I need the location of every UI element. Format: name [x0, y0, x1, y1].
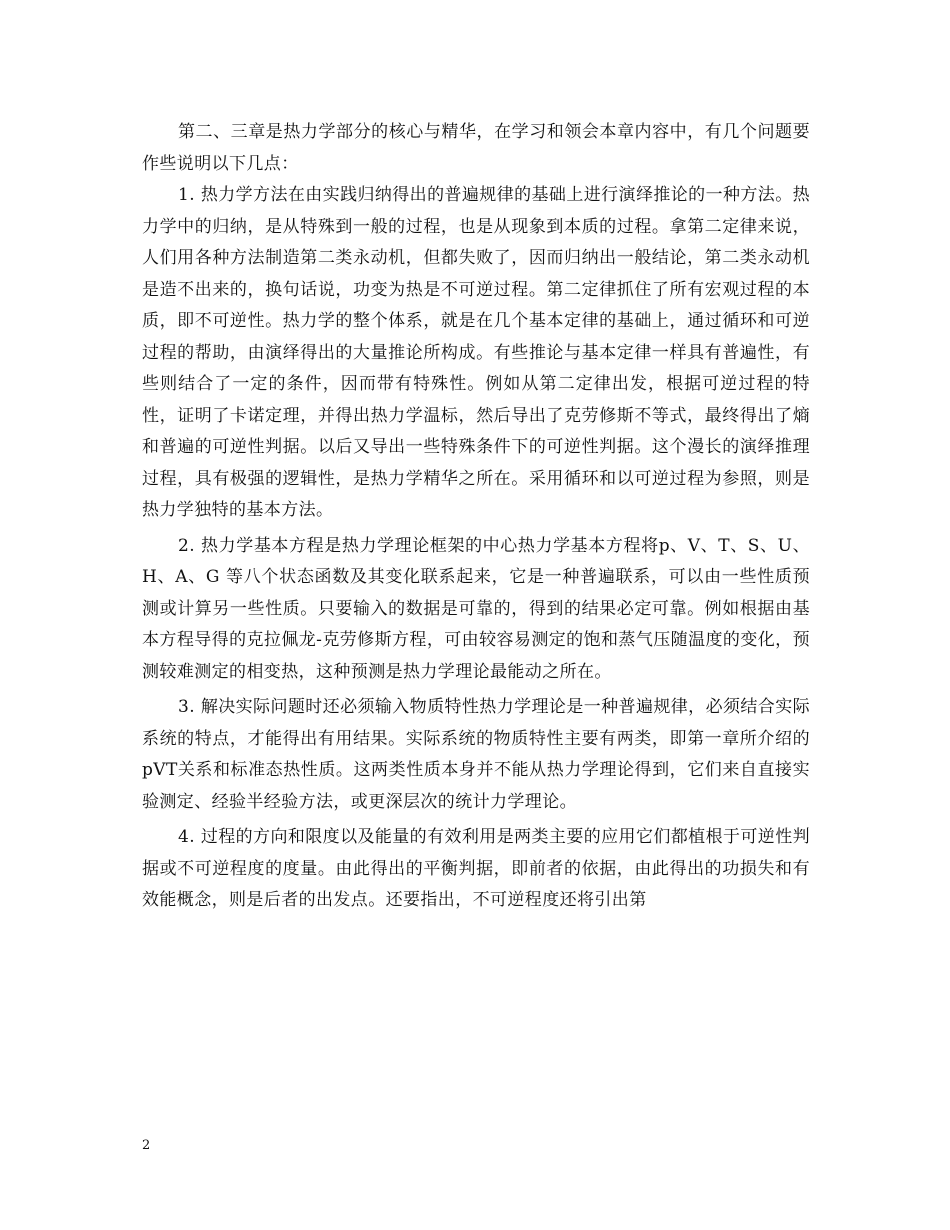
intro-paragraph: 第二、三章是热力学部分的核心与精华，在学习和领会本章内容中，有几个问题要作些说明以下几点：: [142, 122, 810, 174]
page-number: 2: [142, 1138, 151, 1153]
point-3-paragraph: 3. 解决实际问题时还必须输入物质特性热力学理论是一种普遍规律，必须结合实际系统的特点，才能得出有用结果。实际系统的物质特性主要有两类，即第一章所介绍的pVT关系和标准态热性质。这两类性质本身并不能从热力学理论得到，它们来自直接实验测定、经验半经验方法，或更深层次的统计力学理论。: [142, 697, 810, 812]
body-text: [142, 117, 810, 917]
point-4-paragraph: 4. 过程的方向和限度以及能量的有效利用是两类主要的应用它们都植根于可逆性判据或不可逆程度的度量。由此得出的平衡判据，即前者的依据，由此得出的功损失和有效能概念，则是后者的出发点。还要指出，不可逆程度还将引出第: [142, 827, 810, 910]
point-2-paragraph: 2. 热力学基本方程是热力学理论框架的中心热力学基本方程将p、V、T、S、U、H、A、G 等八个状态函数及其变化联系起来，它是一种普遍联系，可以由一些性质预测或计算另一些性质。只要输入的数据是可靠的，得到的结果必定可靠。例如根据由基本方程导得的克拉佩龙-克劳修斯方程，可由较容易测定的饱和蒸气压随温度的变化，预测较难测定的相变热，这种预测是热力学理论最能动之所在。: [142, 535, 810, 682]
point-1-paragraph: 1. 热力学方法在由实践归纳得出的普遍规律的基础上进行演绎推论的一种方法。热力学中的归纳，是从特殊到一般的过程，也是从现象到本质的过程。拿第二定律来说，人们用各种方法制造第二类永动机，但都失败了，因而归纳出一般结论，第二类永动机是造不出来的，换句话说，功变为热是不可逆过程。第二定律抓住了所有宏观过程的本质，即不可逆性。热力学的整个体系，就是在几个基本定律的基础上，通过循环和可逆过程的帮助，由演绎得出的大量推论所构成。有些推论与基本定律一样具有普遍性，有些则结合了一定的条件，因而带有特殊性。例如从第二定律出发，根据可逆过程的特性，证明了卡诺定理，并得出热力学温标，然后导出了克劳修斯不等式，最终得出了熵和普遍的可逆性判据。以后又导出一些特殊条件下的可逆性判据。这个漫长的演绎推理过程，具有极强的逻辑性，是热力学精华之所在。采用循环和以可逆过程为参照，则是热力学独特的基本方法。: [142, 185, 810, 520]
